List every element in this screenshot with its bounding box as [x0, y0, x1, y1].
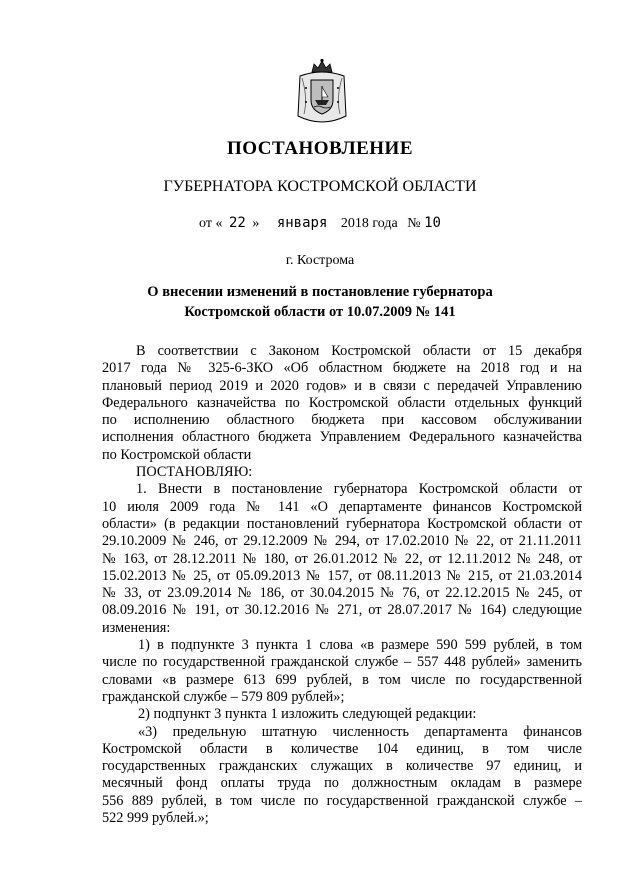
coat-of-arms-emblem: [294, 58, 350, 126]
date-line: [0, 215, 640, 232]
body-line: по Костромской области: [102, 446, 252, 463]
city: г. Кострома: [285, 253, 355, 268]
subject-line-1: О внесении изменений в постановление губернатора: [147, 284, 493, 300]
body-line: месячный фонд оплаты труда по должностным окладам в размере: [102, 775, 582, 792]
body-line: числе по государственной гражданской службе – 557 448 рублей» заменить: [102, 654, 582, 671]
body-line: № 163, от 28.12.2011 № 180, от 26.01.2012 № 22, от 12.11.2012 № 248, от: [102, 550, 582, 567]
body-line: государственных гражданских служащих в количестве 97 единиц, и: [102, 758, 582, 775]
body-line: «3) предельную штатную численность департамента финансов: [138, 723, 582, 740]
document-title: ПОСТАНОВЛЕНИЕ: [226, 138, 414, 159]
date-day: 22: [228, 215, 246, 231]
body-line: 2) подпункт 3 пункта 1 изложить следующей редакции:: [138, 706, 477, 723]
body-line: В соответствии с Законом Костромской области от 15 декабря: [136, 343, 582, 359]
date-year: 2018 года: [340, 216, 398, 231]
body-line: № 33, от 23.09.2014 № 186, от 30.04.2015 № 76, от 22.12.2015 № 245, от: [102, 585, 582, 602]
body-line: 2017 года № 325-6-ЗКО «Об областном бюджете на 2018 год и на: [102, 360, 582, 377]
date-mid: »: [252, 216, 260, 231]
body-line: по исполнению областного бюджета при кассовом обслуживании: [102, 412, 582, 429]
body-line: области» (в редакции постановлений губернатора Костромской области от: [102, 515, 582, 532]
date-prefix: от «: [199, 216, 223, 231]
body-line: плановый период 2019 и 2020 годов» и в связи с передачей Управлению: [102, 377, 582, 394]
body-line: исполнения областного бюджета Управлением Федерального казначейства: [102, 429, 582, 446]
body-line: 556 889 рублей, в том числе по государственной гражданской службе –: [102, 792, 582, 809]
issuing-authority: ГУБЕРНАТОРА КОСТРОМСКОЙ ОБЛАСТИ: [163, 178, 477, 195]
number-sign: №: [407, 216, 421, 231]
body-line: изменения:: [102, 619, 171, 636]
body-line: 1) в подпункте 3 пункта 1 слова «в размере 590 599 рублей, в том: [138, 637, 582, 654]
body-line: 1. Внести в постановление губернатора Костромской области от: [136, 481, 582, 498]
body-line: словами «в размере 613 699 рублей, в том числе по государственной: [102, 671, 582, 688]
body-line: Костромской области в количестве 104 единиц, в том числе: [102, 740, 582, 757]
date-month: января: [276, 215, 328, 231]
body-line: 29.10.2009 № 246, от 29.12.2009 № 294, от 17.02.2010 № 22, от 21.11.2011: [102, 533, 582, 550]
subject-line-2: Костромской области от 10.07.2009 № 141: [184, 304, 456, 320]
body-line: гражданской службе – 579 809 рублей»;: [102, 688, 345, 705]
body-line: 10 июля 2009 года № 141 «О департаменте финансов Костромской: [102, 498, 582, 515]
document-number: 10: [424, 215, 441, 231]
body-line: 522 999 рублей.»;: [102, 810, 209, 827]
body-line: Федерального казначейства по Костромской области отдельных функций: [102, 394, 582, 411]
body-line: 15.02.2013 № 25, от 05.09.2013 № 157, от 08.11.2013 № 215, от 21.03.2014: [102, 567, 582, 584]
body-line: ПОСТАНОВЛЯЮ:: [136, 464, 253, 481]
document-body: [102, 343, 582, 827]
body-line: 08.09.2016 № 191, от 30.12.2016 № 271, от 28.07.2017 № 164) следующие: [102, 602, 582, 619]
